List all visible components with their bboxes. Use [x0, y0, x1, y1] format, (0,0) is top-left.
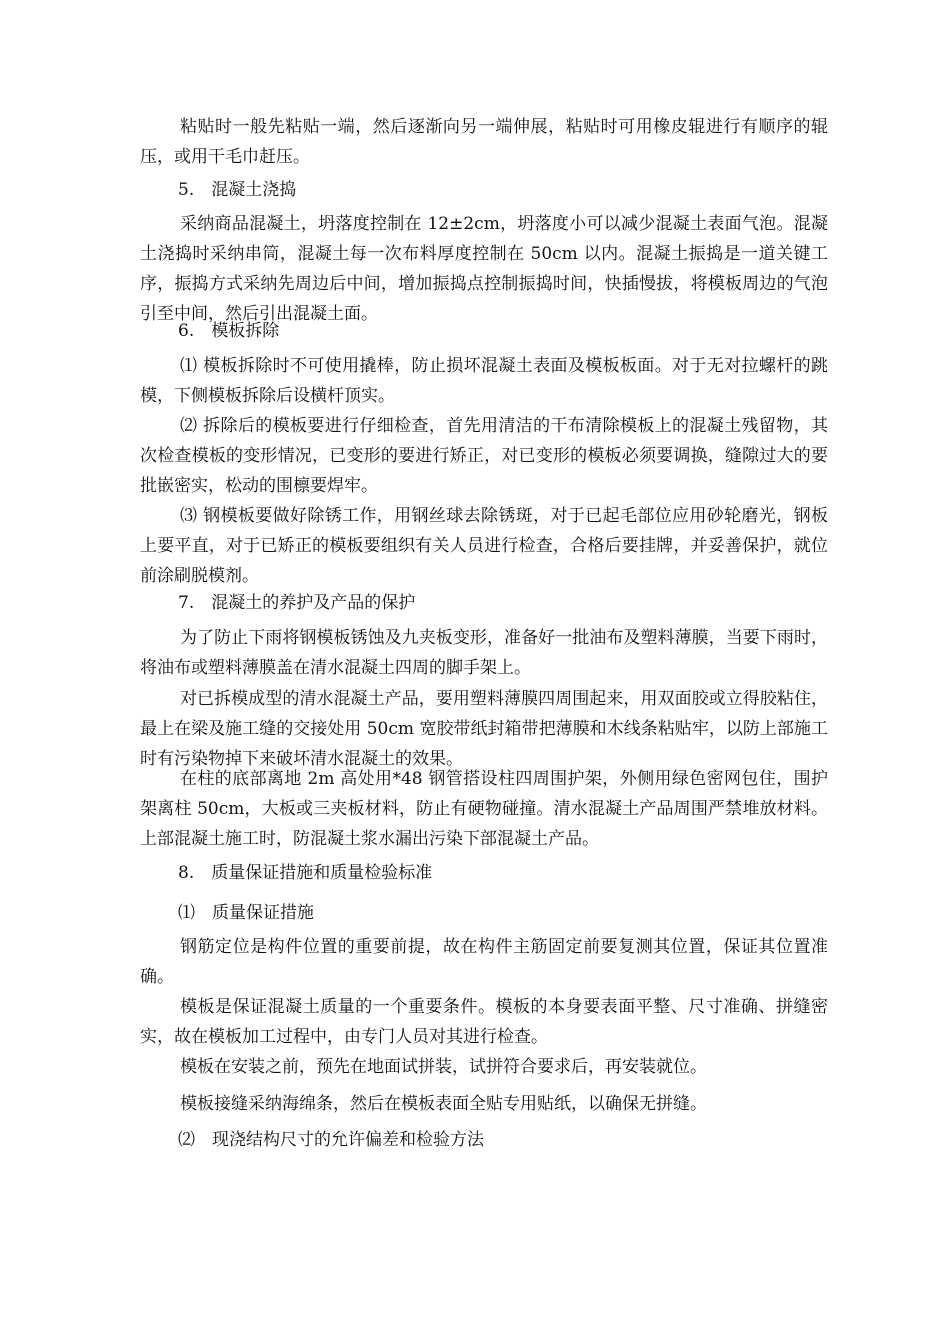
paragraph: 模板在安装之前，预先在地面试拼装，试拼符合要求后，再安装就位。 — [180, 1057, 707, 1077]
paragraph: 对已拆模成型的清水混凝土产品，要用塑料薄膜四周围起来，用双面胶或立得胶粘住，最上在梁及施工缝的交接处用 50cm 宽胶带纸封箱带把薄膜和木线条粘贴牢，以防上部施工时有污染物掉下来破坏清水混凝土的效果。 — [140, 689, 828, 769]
paragraph: ⑵ 拆除后的模板要进行仔细检查，首先用清洁的干布清除模板上的混凝土残留物，其次检查模板的变形情况，已变形的要进行矫正，对已变形的模板必须要调换，缝隙过大的要批嵌密实，松动的围檩要焊牢。 — [140, 416, 828, 496]
section-heading: 6. 模板拆除 — [178, 321, 280, 341]
paragraph: ⑴ 模板拆除时不可使用撬棒，防止损坏混凝土表面及模板板面。对于无对拉螺杆的跳模，下侧模板拆除后设横杆顶实。 — [140, 356, 828, 406]
paragraph: 模板接缝采纳海绵条，然后在模板表面全贴专用贴纸，以确保无拼缝。 — [180, 1094, 707, 1114]
paragraph: 在柱的底部离地 2m 高处用*48 钢管搭设柱四周围护架，外侧用绿色密网包住，围护架离柱 50cm，大板或三夹板材料，防止有硬物碰撞。清水混凝土产品周围严禁堆放材料。上部混凝土施工时，防混凝土浆水漏出污染下部混凝土产品。 — [140, 769, 828, 849]
subsection-heading: ⑵ 现浇结构尺寸的允许偏差和检验方法 — [178, 1130, 484, 1150]
section-heading: 8. 质量保证措施和质量检验标准 — [178, 863, 433, 883]
section-heading: 7. 混凝土的养护及产品的保护 — [178, 593, 416, 613]
subsection-heading: ⑴ 质量保证措施 — [178, 903, 314, 923]
section-heading: 5. 混凝土浇捣 — [178, 180, 297, 200]
paragraph: 采纳商品混凝土，坍落度控制在 12±2cm，坍落度小可以减少混凝土表面气泡。混凝土浇捣时采纳串筒，混凝土每一次布料厚度控制在 50cm 以内。混凝土振捣是一道关键工序，振捣方式采纳先周边后中间，增加振捣点控制振捣时间，快插慢拔，将模板周边的气泡引至中间，然后引出混凝土面。 — [140, 214, 828, 324]
paragraph: 模板是保证混凝土质量的一个重要条件。模板的本身要表面平整、尺寸准确、拼缝密实，故在模板加工过程中，由专门人员对其进行检查。 — [140, 997, 828, 1047]
paragraph: 为了防止下雨将钢模板锈蚀及九夹板变形，准备好一批油布及塑料薄膜，当要下雨时，将油布或塑料薄膜盖在清水混凝土四周的脚手架上。 — [140, 628, 828, 678]
paragraph: ⑶ 钢模板要做好除锈工作，用钢丝球去除锈斑，对于已起毛部位应用砂轮磨光，钢板上要平直，对于已矫正的模板要组织有关人员进行检查，合格后要挂牌，并妥善保护，就位前涂刷脱模剂。 — [140, 506, 828, 586]
paragraph: 钢筋定位是构件位置的重要前提，故在构件主筋固定前要复测其位置，保证其位置准确。 — [140, 937, 828, 987]
paragraph: 粘贴时一般先粘贴一端，然后逐渐向另一端伸展，粘贴时可用橡皮辊进行有顺序的辊压，或用干毛巾赶压。 — [140, 117, 828, 167]
